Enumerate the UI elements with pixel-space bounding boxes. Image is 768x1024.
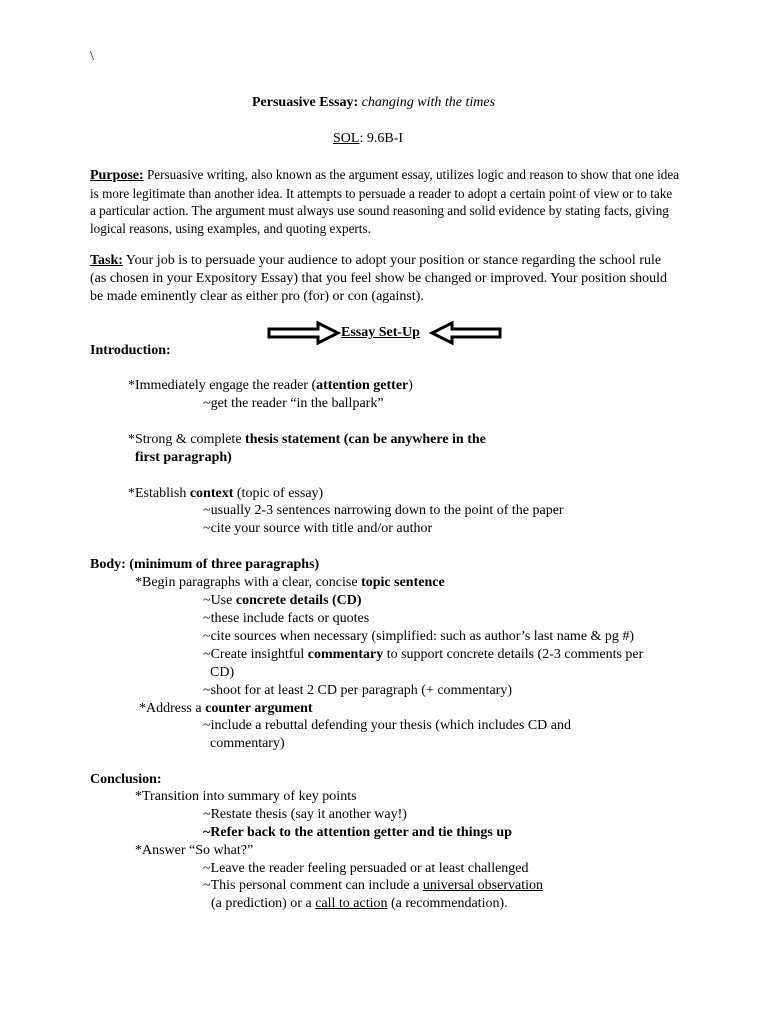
conclusion-sub3: ~Leave the reader feeling persuaded or at least challenged	[203, 861, 529, 876]
purpose-text: Persuasive writing, also known as the argument essay, utilizes logic and reason to show that one idea is more legitimate than another idea. It attempts to persuade a reader to adopt a certain point of view or to take a particular action. The argument must always use sound reasoning and solid evidence by stating facts, giving logical reasons, using examples, and quoting experts.	[90, 167, 680, 236]
intro-item3-text: *Establish	[128, 486, 190, 501]
title-prefix: Persuasive Essay:	[252, 95, 359, 110]
conclusion-sub4-text: ~This personal comment can include a	[203, 878, 423, 893]
intro-item1-bold: attention getter	[316, 378, 409, 393]
body-sub4-post: to support concrete details (2-3 comments per	[383, 647, 644, 662]
body-item1-bold: topic sentence	[361, 575, 445, 590]
body-sub2: ~these include facts or quotes	[203, 611, 370, 626]
sol-line	[333, 130, 403, 148]
task-label: Task:	[90, 253, 123, 268]
body-sub4-bold: commentary	[307, 647, 384, 662]
conclusion-sub5-post: (a recommendation).	[387, 896, 508, 911]
title-subtitle: changing with the times	[361, 95, 496, 110]
intro-item1-sub: ~get the reader “in the ballpark”	[203, 396, 384, 411]
conclusion-sub5-text: (a prediction) or a	[211, 896, 316, 911]
intro-item-thesis	[128, 431, 486, 449]
body-sub6: ~include a rebuttal defending your thesis (which includes CD and	[203, 718, 571, 733]
intro-item2-bold-cont: first paragraph)	[135, 450, 232, 465]
body-sub5: ~shoot for at least 2 CD per paragraph (+ commentary)	[203, 683, 512, 698]
body-sub1	[203, 592, 362, 610]
intro-item3-sub2: ~cite your source with title and/or author	[203, 521, 433, 536]
intro-item2-bold: thesis statement (can be anywhere in the	[245, 432, 486, 447]
body-item2-bold: counter argument	[205, 701, 313, 716]
left-arrow-icon	[428, 320, 504, 346]
intro-item3-bold: context	[189, 486, 234, 501]
body-sub6-cont: commentary)	[210, 736, 285, 751]
introduction-heading: Introduction:	[90, 343, 171, 358]
intro-item3-post: (topic of essay)	[233, 486, 324, 501]
call-to-action-term: call to action	[315, 896, 388, 911]
document-title	[252, 94, 495, 112]
purpose-paragraph	[90, 166, 680, 237]
intro-item3-sub1: ~usually 2-3 sentences narrowing down to the point of the paper	[203, 503, 564, 518]
intro-item-attention	[128, 377, 413, 395]
universal-observation-term: universal observation	[422, 878, 543, 893]
task-text: Your job is to persuade your audience to adopt your position or stance regarding the school rule (as chosen in your Expository Essay) that you feel show be changed or improved. Your position should be made eminently clear as either pro (for) or con (against).	[90, 253, 668, 304]
body-sub4-text: ~Create insightful	[203, 647, 308, 662]
body-heading: Body: (minimum of three paragraphs)	[90, 557, 320, 572]
body-item-topic	[135, 574, 445, 592]
body-sub1-bold: concrete details (CD)	[235, 593, 362, 608]
right-arrow-icon	[266, 320, 342, 346]
stray-backslash: \	[90, 49, 94, 64]
body-item1-text: *Begin paragraphs with a clear, concise	[135, 575, 362, 590]
conclusion-item2: *Answer “So what?”	[135, 843, 254, 858]
conclusion-sub1: ~Restate thesis (say it another way!)	[203, 807, 407, 822]
conclusion-heading: Conclusion:	[90, 772, 162, 787]
essay-setup-heading: Essay Set-Up	[341, 325, 420, 340]
purpose-label: Purpose:	[90, 168, 144, 183]
conclusion-sub4	[203, 877, 543, 895]
intro-item-context	[128, 485, 323, 503]
body-item-counter	[139, 700, 313, 718]
conclusion-item1: *Transition into summary of key points	[135, 789, 357, 804]
body-sub4	[203, 646, 643, 664]
body-sub1-text: ~Use	[203, 593, 236, 608]
task-paragraph	[90, 252, 670, 306]
body-sub4-cont: CD)	[210, 665, 235, 680]
intro-item1-text: *Immediately engage the reader (	[128, 378, 317, 393]
sol-value: : 9.6B-I	[359, 131, 404, 146]
sol-label: SOL	[333, 131, 360, 146]
body-item2-text: *Address a	[139, 701, 206, 716]
conclusion-sub2: ~Refer back to the attention getter and tie things up	[203, 825, 512, 840]
intro-item2-text: *Strong & complete	[128, 432, 246, 447]
intro-item1-post: )	[408, 378, 413, 393]
conclusion-sub5	[211, 895, 508, 913]
body-sub3: ~cite sources when necessary (simplified: such as author’s last name & pg #)	[203, 629, 635, 644]
